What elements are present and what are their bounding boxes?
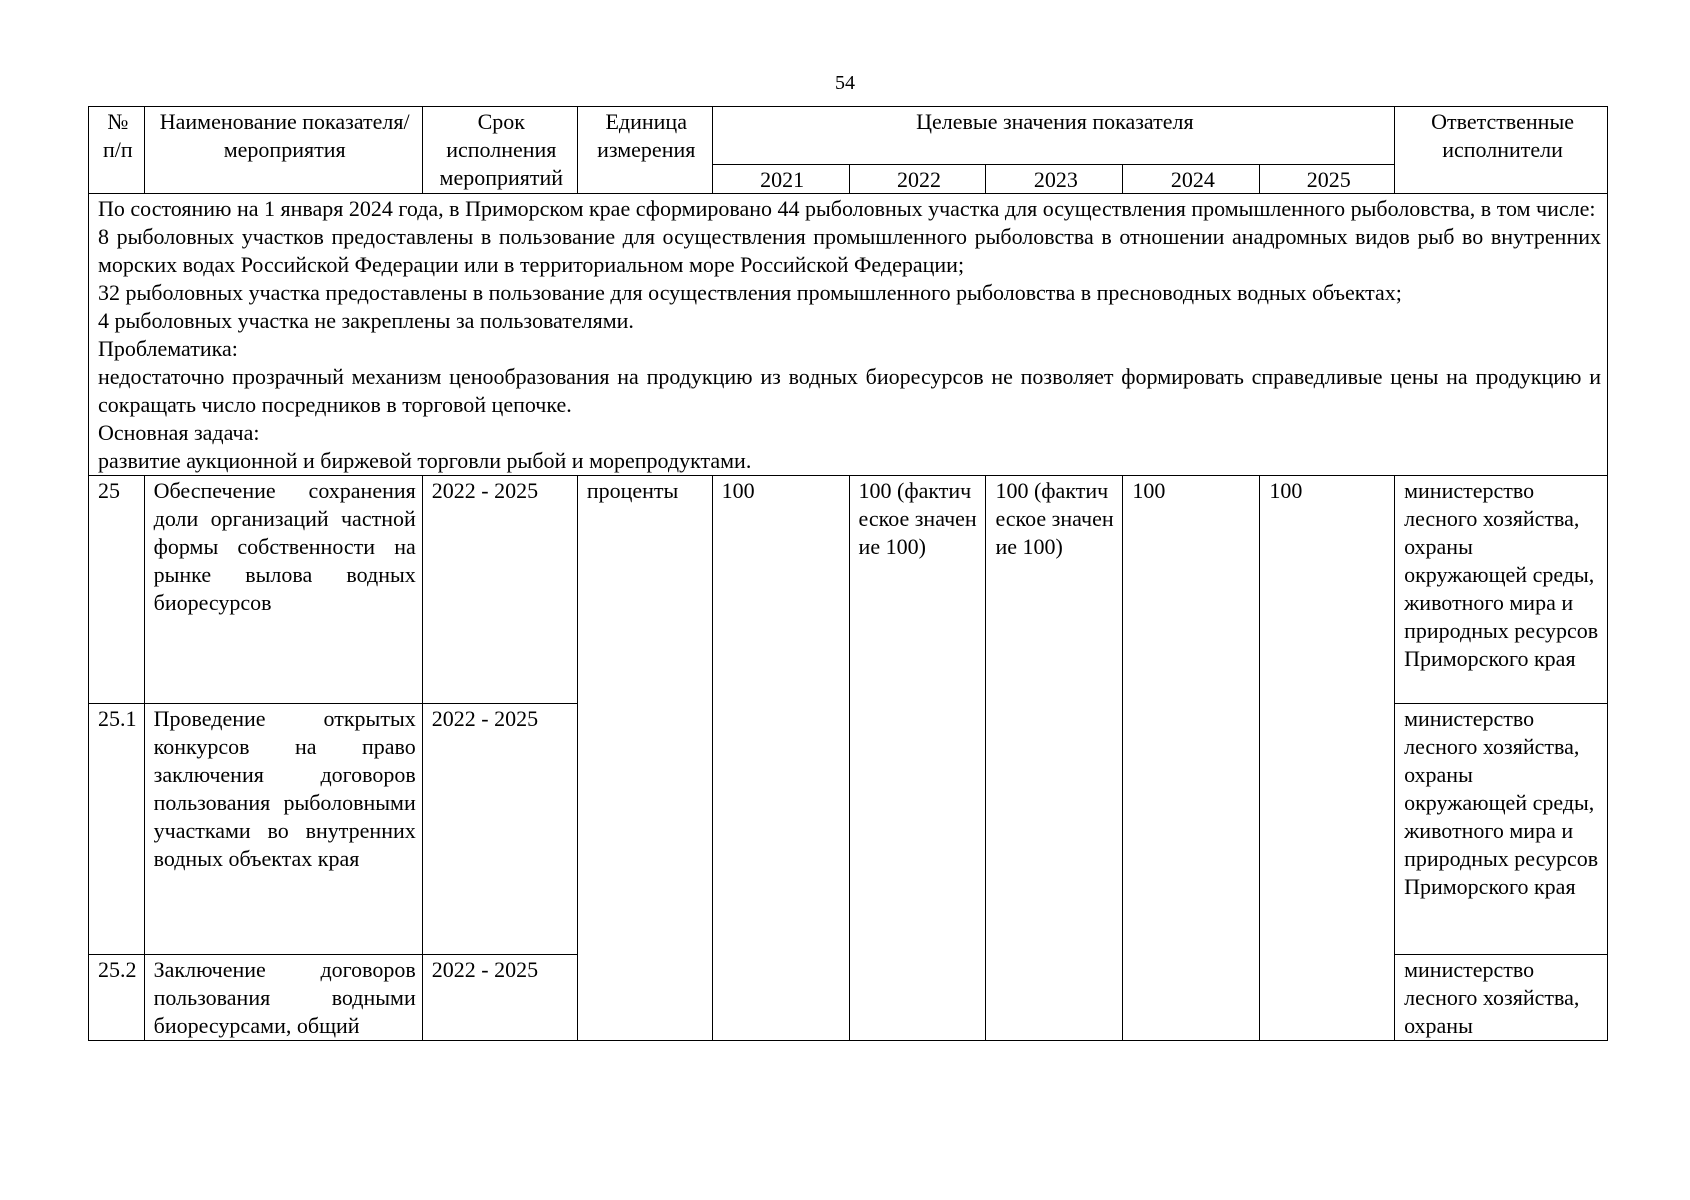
header-unit: Единица измерения: [577, 107, 712, 194]
indicators-table: [88, 106, 1608, 1041]
header-year-2021: 2021: [712, 165, 849, 194]
header-name: Наименование показателя/мероприятия: [144, 107, 422, 194]
page-number: 54: [835, 72, 855, 94]
row-term: 2022 - 2025: [422, 476, 577, 704]
intro-paragraph: По состоянию на 1 января 2024 года, в Приморском крае сформировано 44 рыболовных участка для осуществления промышленного рыболовства, в том числе:: [98, 196, 1596, 221]
intro-paragraph: 8 рыболовных участков предоставлены в пользование для осуществления промышленного рыболовства в отношении анадромных видов рыб во внутренних морских водах Российской Федерации или в территориальном море Российской Федерации;: [98, 224, 1601, 277]
header-year-2025: 2025: [1260, 165, 1395, 194]
intro-paragraph: 32 рыболовных участка предоставлены в пользование для осуществления промышленного рыболовства в пресноводных водных объектах;: [98, 280, 1402, 305]
intro-heading-problems: Проблематика:: [98, 336, 238, 361]
header-year-2024: 2024: [1123, 165, 1260, 194]
row-unit: проценты: [577, 476, 712, 1041]
row-name: Заключение договоров пользования водными биоресурсами, общий: [144, 955, 422, 1041]
row-value-2021: 100: [712, 476, 849, 1041]
row-responsible: министерство лесного хозяйства, охраны: [1395, 955, 1608, 1041]
row-responsible: министерство лесного хозяйства, охраны окружающей среды, животного мира и природных ресурсов Приморского края: [1395, 476, 1608, 704]
row-num: 25.2: [89, 955, 145, 1041]
intro-heading-task: Основная задача:: [98, 420, 260, 445]
intro-row: [89, 194, 1608, 476]
intro-paragraph: 4 рыболовных участка не закреплены за пользователями.: [98, 308, 634, 333]
row-value-2023: 100 (фактическое значение 100): [986, 476, 1123, 1041]
row-num: 25: [89, 476, 145, 704]
intro-paragraph: недостаточно прозрачный механизм ценообразования на продукцию из водных биоресурсов не позволяет формировать справедливые цены на продукцию и сокращать число посредников в торговой цепочке.: [98, 364, 1601, 417]
header-year-2022: 2022: [849, 165, 986, 194]
header-year-2023: 2023: [986, 165, 1123, 194]
row-value-2025: 100: [1260, 476, 1395, 1041]
row-num: 25.1: [89, 704, 145, 955]
intro-paragraph: развитие аукционной и биржевой торговли рыбой и морепродуктами.: [98, 448, 752, 473]
intro-text: [89, 194, 1608, 476]
row-name: Обеспечение сохранения доли организаций частной формы собственности на рынке вылова водных биоресурсов: [144, 476, 422, 704]
row-value-2022: 100 (фактическое значение 100): [849, 476, 986, 1041]
header-term: Срок исполнения мероприятий: [422, 107, 577, 194]
row-responsible: министерство лесного хозяйства, охраны окружающей среды, животного мира и природных ресурсов Приморского края: [1395, 704, 1608, 955]
row-term: 2022 - 2025: [422, 955, 577, 1041]
row-value-2024: 100: [1123, 476, 1260, 1041]
row-name: Проведение открытых конкурсов на право заключения договоров пользования рыболовными участками во внутренних водных объектах края: [144, 704, 422, 955]
header-responsible: Ответственные исполнители: [1395, 107, 1608, 194]
header-num: № п/п: [89, 107, 145, 194]
header-targets: Целевые значения показателя: [712, 107, 1394, 165]
row-term: 2022 - 2025: [422, 704, 577, 955]
table-row: [89, 476, 1608, 704]
header-row: [89, 107, 1608, 165]
